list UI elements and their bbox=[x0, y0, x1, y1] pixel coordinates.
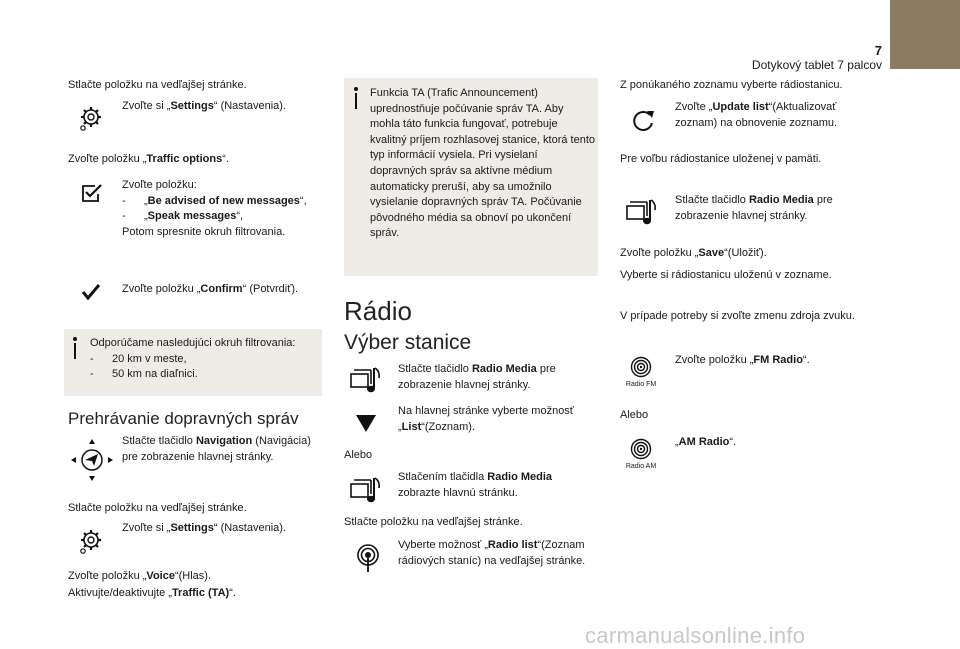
page-number: 7 bbox=[874, 43, 882, 58]
paragraph: Z ponúkaného zoznamu vyberte rádiostanicu. bbox=[620, 79, 843, 91]
navigation-icon bbox=[70, 438, 114, 482]
section-heading: Prehrávanie dopravných správ bbox=[68, 409, 299, 428]
chapter-title: Rádio bbox=[344, 296, 412, 326]
info-icon bbox=[351, 86, 361, 110]
settings-instruction: Zvoľte si „Settings“ (Nastavenia). bbox=[122, 100, 286, 112]
radio-media-icon bbox=[624, 196, 658, 228]
page-tab bbox=[890, 0, 960, 69]
paragraph: V prípade potreby si zvoľte zmenu zdroja zvuku. bbox=[620, 310, 855, 322]
radio-media-icon bbox=[348, 364, 382, 396]
note-text: Funkcia TA (Trafic Announcement) uprednostňuje počúvanie správ TA. Aby mohla táto funkcia fungovať, potrebuje kvalitný príjem rozhlasovej stanice, ktorá tento typ informácií vysiela. Pri vysielaní dopravných správ sa aktívne médium automaticky preruší, aby sa umožnilo vysielanie dopravných správ TA. Počúvanie pôvodného média sa obnoví po ukončení správ. bbox=[370, 87, 595, 240]
list-instruction: Na hlavnej stránke vyberte možnosť „List“(Zoznam). bbox=[398, 405, 574, 433]
radio-am-caption: Radio AM bbox=[625, 463, 657, 470]
section-title: Dotykový tablet 7 palcov bbox=[751, 58, 882, 72]
settings-instruction: Zvoľte si „Settings“ (Nastavenia). bbox=[122, 522, 286, 534]
radio-list-icon bbox=[355, 543, 381, 573]
radio-media-instruction: Stlačte tlačidlo Radio Media pre zobrazenie hlavnej stránky. bbox=[398, 363, 556, 391]
subsection-title: Výber stanice bbox=[344, 331, 472, 354]
paragraph: Vyberte si rádiostanicu uloženú v zozname. bbox=[620, 269, 832, 281]
fm-radio-instruction: Zvoľte položku „FM Radio“. bbox=[675, 354, 810, 366]
down-arrow-icon bbox=[355, 413, 377, 433]
radio-media-instruction: Stlačením tlačidla Radio Media zobrazte hlavnú stránku. bbox=[398, 471, 553, 499]
am-radio-instruction: „AM Radio“. bbox=[675, 436, 737, 448]
radio-list-instruction: Vyberte možnosť „Radio list“(Zoznam rádiových staníc) na vedľajšej stránke. bbox=[398, 539, 586, 567]
alebo-text: Alebo bbox=[344, 449, 373, 461]
refresh-icon bbox=[630, 108, 656, 134]
paragraph: Stlačte položku na vedľajšej stránke. bbox=[68, 79, 247, 91]
alebo-text: Alebo bbox=[620, 409, 649, 421]
paragraph: Stlačte položku na vedľajšej stránke. bbox=[344, 516, 523, 528]
confirm-instruction: Zvoľte položku „Confirm“ (Potvrdiť). bbox=[122, 283, 299, 295]
paragraph: Aktivujte/deaktivujte „Traffic (TA)“. bbox=[68, 587, 236, 599]
note-text: Odporúčame nasledujúci okruh filtrovania: - 20 km v meste, - 50 km na diaľnici. bbox=[90, 337, 296, 381]
navigation-instruction: Stlačte tlačidlo Navigation (Navigácia) pre zobrazenie hlavnej stránky. bbox=[122, 435, 311, 463]
radio-media-instruction: Stlačte tlačidlo Radio Media pre zobrazenie hlavnej stránky. bbox=[675, 194, 833, 222]
paragraph: Zvoľte položku „Save“(Uložiť). bbox=[620, 247, 767, 259]
radio-fm-caption: Radio FM bbox=[625, 381, 657, 388]
update-list-instruction: Zvoľte „Update list“(Aktualizovať zoznam) na obnovenie zoznamu. bbox=[675, 101, 838, 129]
gear-icon bbox=[77, 527, 103, 555]
gear-icon bbox=[77, 104, 103, 132]
paragraph: Zvoľte položku „Voice“(Hlas). bbox=[68, 570, 212, 582]
paragraph: Zvoľte položku „Traffic options“. bbox=[68, 153, 229, 165]
radio-media-icon bbox=[348, 474, 382, 506]
paragraph: Pre voľbu rádiostanice uloženej v pamäti. bbox=[620, 153, 822, 165]
watermark: carmanualsonline.info bbox=[585, 623, 806, 648]
checkbox-icon bbox=[80, 182, 104, 204]
radio-fm-icon bbox=[630, 356, 652, 378]
check-icon bbox=[81, 283, 101, 301]
paragraph: Stlačte položku na vedľajšej stránke. bbox=[68, 502, 247, 514]
info-icon bbox=[70, 336, 80, 360]
radio-am-icon bbox=[630, 438, 652, 460]
options-list: Zvoľte položku: - „Be advised of new messages“, - „Speak messages“, Potom spresnite okruh filtrovania. bbox=[122, 179, 307, 238]
